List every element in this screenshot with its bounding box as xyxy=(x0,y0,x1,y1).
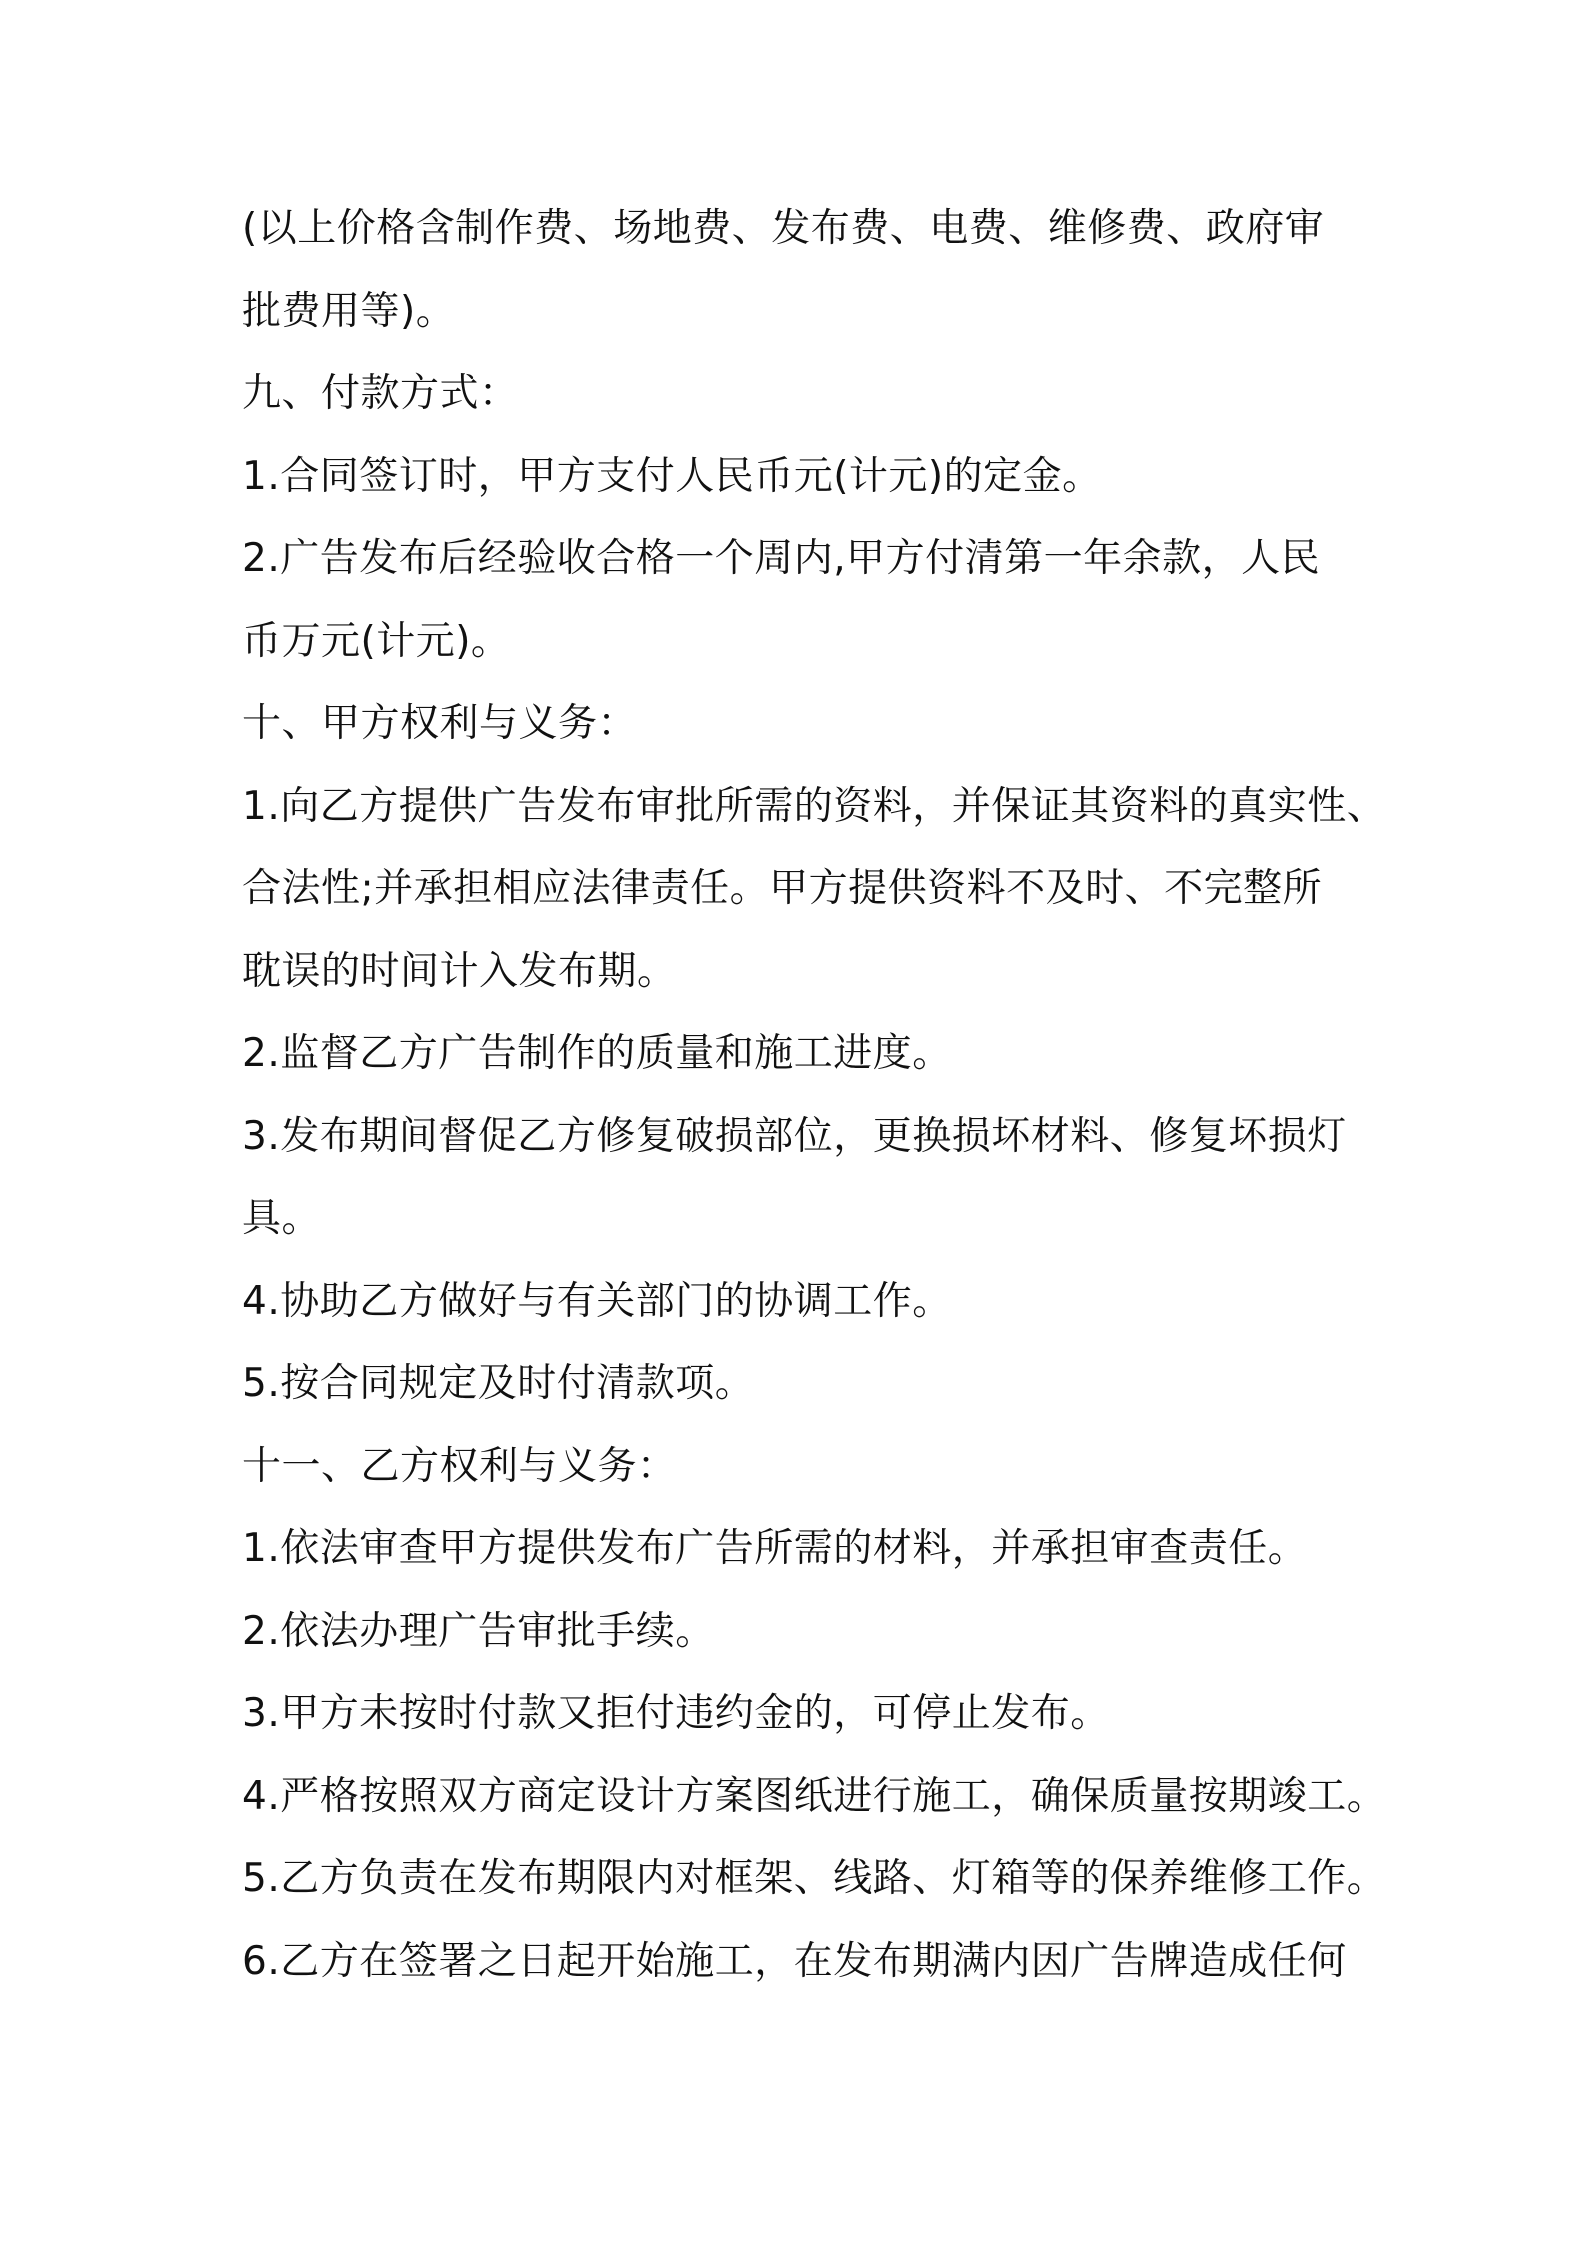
text-line: 2.依法办理广告审批手续。 xyxy=(242,1608,715,1654)
text-line: 合法性;并承担相应法律责任。甲方提供资料不及时、不完整所 xyxy=(242,866,1323,911)
text-line: 批费用等)。 xyxy=(242,288,456,334)
text-line: 1.依法审查甲方提供发布广告所需的材料，并承担审查责任。 xyxy=(242,1526,1308,1571)
text-line: 3.发布期间督促乙方修复破损部位，更换损坏材料、修复坏损灯 xyxy=(242,1113,1347,1159)
text-line: 耽误的时间计入发布期。 xyxy=(242,948,677,994)
document-body xyxy=(242,198,1387,2013)
text-line: 4.严格按照双方商定设计方案图纸进行施工，确保质量按期竣工。 xyxy=(242,1773,1387,1819)
text-line: 5.乙方负责在发布期限内对框架、线路、灯箱等的保养维修工作。 xyxy=(242,1856,1387,1901)
text-line: 5.按合同规定及时付清款项。 xyxy=(242,1361,755,1406)
text-line: 3.甲方未按时付款又拒付违约金的，可停止发布。 xyxy=(242,1691,1110,1736)
text-line: 具。 xyxy=(242,1196,322,1241)
text-line: 币万元(计元)。 xyxy=(242,618,511,664)
section-heading-party-b: 十一、乙方权利与义务： xyxy=(242,1443,677,1489)
section-heading-party-a: 十、甲方权利与义务： xyxy=(242,701,638,746)
text-line: 2.广告发布后经验收合格一个周内,甲方付清第一年余款，人民 xyxy=(242,536,1321,581)
text-line: 1.合同签订时，甲方支付人民币元(计元)的定金。 xyxy=(242,453,1102,499)
text-line: 4.协助乙方做好与有关部门的协调工作。 xyxy=(242,1278,952,1324)
text-line: (以上价格含制作费、场地费、发布费、电费、维修费、政府审 xyxy=(242,206,1325,251)
text-line: 1.向乙方提供广告发布审批所需的资料，并保证其资料的真实性、 xyxy=(242,783,1387,829)
section-heading-payment: 九、付款方式： xyxy=(242,371,519,416)
text-line: 6.乙方在签署之日起开始施工，在发布期满内因广告牌造成任何 xyxy=(242,1938,1347,1984)
text-line: 2.监督乙方广告制作的质量和施工进度。 xyxy=(242,1031,952,1076)
